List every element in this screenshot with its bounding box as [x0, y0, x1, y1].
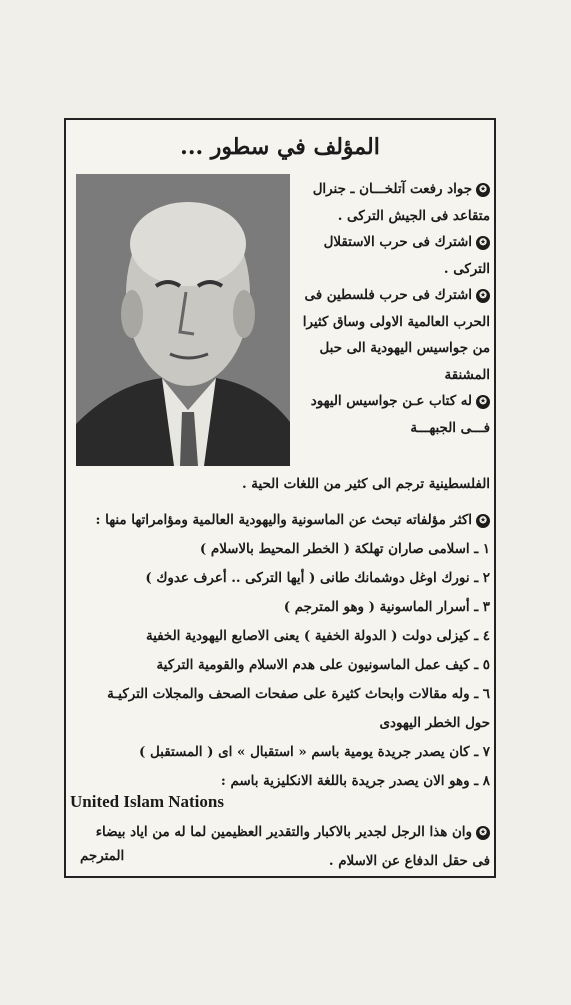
works-item: ٨ ـ وهو الان يصدر جريدة باللغة الانكليزية باسم : — [220, 773, 490, 789]
bio-item: ✪اشترك فى حرب الاستقلال التركى . — [323, 234, 490, 277]
bio-continuation: الفلسطينية ترجم الى كثير من اللغات الحية . — [241, 476, 490, 492]
translator-signature: المترجم — [80, 848, 125, 864]
author-portrait-image — [76, 174, 290, 466]
star-bullet-icon: ✪ — [476, 236, 490, 250]
bio-item: ✪اشترك فى حرب فلسطين فى الحرب العالمية الاولى وساق كثيرا من جواسيس اليهودية الى حبل المشنقة — [302, 287, 490, 383]
works-item: ٧ ـ كان يصدر جريدة يومية باسم « استقبال » اى ( المستقبل ) — [139, 744, 490, 760]
page-title: المؤلف في سطور ... — [180, 134, 380, 160]
star-bullet-icon: ✪ — [476, 289, 490, 303]
closing-line: فى حقل الدفاع عن الاسلام . — [328, 853, 490, 869]
closing-line: ✪وان هذا الرجل لجدير بالاكبار والتقدير العظيمين لما له من اياد بيضاء — [70, 818, 490, 847]
works-item: ٢ ـ نورك اوغل دوشمانك طانى ( أيها التركى .. أعرف عدوك ) — [145, 570, 490, 586]
bio-item: ✪له كتاب عـن جواسيس اليهود فـــى الجبهـــة — [310, 393, 490, 436]
works-item: حول الخطر اليهودى — [379, 715, 490, 731]
works-section — [70, 506, 490, 796]
newspaper-title: United Islam Nations — [70, 792, 224, 811]
author-bio-frame — [64, 118, 496, 878]
star-bullet-icon: ✪ — [476, 183, 490, 197]
bio-list — [294, 176, 490, 441]
works-item: ١ ـ اسلامى صاران تهلكة ( الخطر المحيط بالاسلام ) — [199, 541, 490, 557]
works-item: ٦ ـ وله مقالات وابحاث كثيرة على صفحات الصحف والمجلات التركيـة — [107, 686, 490, 702]
works-item: ٤ ـ كيزلى دولت ( الدولة الخفية ) يعنى الاصابع اليهودية الخفية — [145, 628, 490, 644]
star-bullet-icon: ✪ — [476, 514, 490, 528]
works-item: ٥ ـ كيف عمل الماسونيون على هدم الاسلام والقومية التركية — [156, 657, 490, 673]
star-bullet-icon: ✪ — [476, 395, 490, 409]
works-intro: ✪اكثر مؤلفاته تبحث عن الماسونية واليهودية العالمية ومؤامراتها منها : — [70, 506, 490, 535]
bio-item: ✪جواد رفعت آتلخـــان ـ جنرال متقاعد فى الجيش التركى . — [312, 181, 490, 224]
works-item: ٣ ـ أسرار الماسونية ( وهو المترجم ) — [283, 599, 490, 615]
author-portrait — [76, 174, 290, 466]
closing-section — [70, 818, 490, 876]
star-bullet-icon: ✪ — [476, 826, 490, 840]
